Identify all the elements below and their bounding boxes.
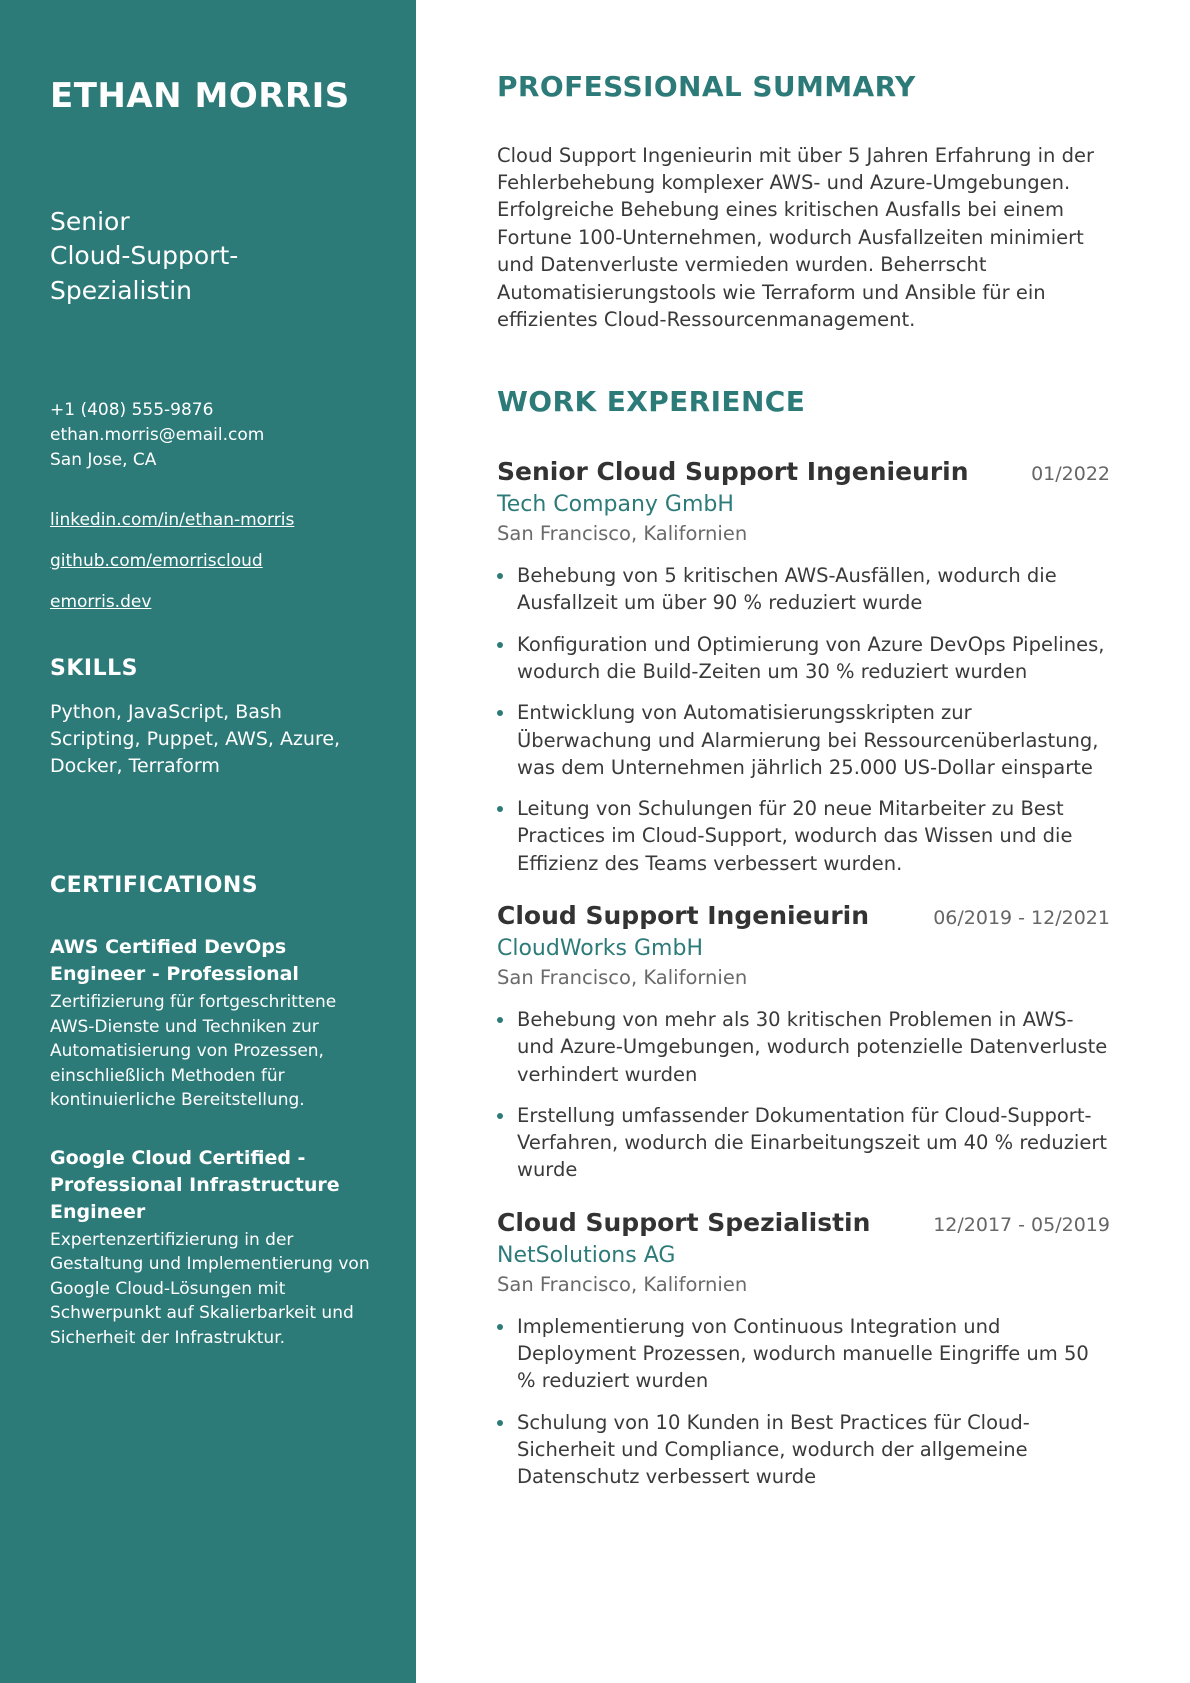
bullet-icon xyxy=(497,642,503,648)
sidebar xyxy=(0,0,416,1683)
job-location: San Francisco, Kalifornien xyxy=(497,522,748,546)
bullet-item xyxy=(497,1006,1110,1088)
certification-name: Google Cloud Certified - Professional Infrastructure Engineer xyxy=(50,1146,340,1223)
job-header xyxy=(497,457,1110,486)
job-company: NetSolutions AG xyxy=(497,1242,676,1268)
bullet-item xyxy=(497,795,1110,877)
bullet-text: Entwicklung von Automatisierungsskripten zur Überwachung und Alarmierung bei Ressourcenüberlastung, was dem Unternehmen jährlich 25.000 US-Dollar einsparte xyxy=(517,701,1099,779)
skills-heading: SKILLS xyxy=(50,656,138,682)
bullet-icon xyxy=(497,1324,503,1330)
certification-item xyxy=(50,934,376,1113)
bullet-text: Behebung von mehr als 30 kritischen Problemen in AWS- und Azure-Umgebungen, wodurch potenzielle Datenverluste verhindert wurden xyxy=(517,1008,1108,1086)
job-header xyxy=(497,1208,1110,1237)
bullet-item xyxy=(497,1102,1110,1184)
bullet-item xyxy=(497,562,1110,617)
location: San Jose, CA xyxy=(50,450,157,471)
job-entry xyxy=(497,901,1110,1184)
work-heading: WORK EXPERIENCE xyxy=(497,385,806,419)
job-bullets xyxy=(497,1313,1110,1491)
bullet-icon xyxy=(497,710,503,716)
certification-description: Expertenzertifizierung in der Gestaltung und Implementierung von Google Cloud-Lösungen mit Schwerpunkt auf Skalierbarkeit und Sicherheit der Infrastruktur. xyxy=(50,1229,370,1348)
bullet-text: Konfiguration und Optimierung von Azure DevOps Pipelines, wodurch die Build-Zeiten um 30 % reduziert wurden xyxy=(517,632,1105,683)
bullet-text: Schulung von 10 Kunden in Best Practices für Cloud-Sicherheit und Compliance, wodurch der allgemeine Datenschutz verbessert wurde xyxy=(517,1410,1030,1489)
bullet-item xyxy=(497,631,1110,686)
job-entry xyxy=(497,1208,1110,1491)
job-title: Cloud Support Ingenieurin xyxy=(497,901,870,930)
job-bullets xyxy=(497,1006,1110,1184)
title-line-2: Cloud-Support-Spezialistin xyxy=(50,241,239,305)
bullet-item xyxy=(497,1409,1110,1491)
bullet-icon xyxy=(497,806,503,812)
bullet-text: Implementierung von Continuous Integration und Deployment Prozessen, wodurch manuelle Eingriffe um 50 % reduziert wurden xyxy=(517,1314,1089,1393)
certifications-heading: CERTIFICATIONS xyxy=(50,873,259,899)
job-bullets xyxy=(497,562,1110,877)
github-link[interactable]: github.com/emorriscloud xyxy=(50,551,263,572)
bullet-text: Leitung von Schulungen für 20 neue Mitarbeiter zu Best Practices im Cloud-Support, wodurch das Wissen und die Effizienz des Teams verbessert wurden. xyxy=(517,797,1073,875)
website-link[interactable]: emorris.dev xyxy=(50,592,152,613)
job-company: Tech Company GmbH xyxy=(497,492,734,518)
bullet-text: Erstellung umfassender Dokumentation für Cloud-Support-Verfahren, wodurch die Einarbeitungszeit um 40 % reduziert wurde xyxy=(517,1103,1108,1182)
bullet-icon xyxy=(497,1017,503,1023)
candidate-title xyxy=(50,205,376,309)
phone: +1 (408) 555-9876 xyxy=(50,400,214,421)
job-location: San Francisco, Kalifornien xyxy=(497,1272,748,1296)
job-date: 06/2019 - 12/2021 xyxy=(933,907,1110,929)
job-company: CloudWorks GmbH xyxy=(497,936,703,961)
certification-description: Zertifizierung für fortgeschrittene AWS-Dienste und Techniken zur Automatisierung von Prozessen, einschließlich Methoden für kontinuierliche Bereitstellung. xyxy=(50,992,337,1111)
summary-heading: PROFESSIONAL SUMMARY xyxy=(497,70,916,103)
job-date: 12/2017 - 05/2019 xyxy=(933,1213,1110,1236)
bullet-item xyxy=(497,1313,1110,1395)
skills-list: Python, JavaScript, Bash Scripting, Puppet, AWS, Azure, Docker, Terraform xyxy=(50,701,341,778)
bullet-icon xyxy=(497,1113,503,1119)
linkedin-link[interactable]: linkedin.com/in/ethan-morris xyxy=(50,510,295,531)
profile-links xyxy=(50,509,376,613)
job-location: San Francisco, Kalifornien xyxy=(497,966,748,989)
main-content xyxy=(497,0,1110,1505)
bullet-text: Behebung von 5 kritischen AWS-Ausfällen, wodurch die Ausfallzeit um über 90 % reduziert wurde xyxy=(517,564,1057,615)
title-line-1: Senior xyxy=(50,206,130,236)
bullet-icon xyxy=(497,1420,503,1426)
certification-name: AWS Certified DevOps Engineer - Professional xyxy=(50,936,299,986)
job-entry xyxy=(497,457,1110,877)
contact-info xyxy=(50,398,376,473)
candidate-name: ETHAN MORRIS xyxy=(50,76,350,116)
bullet-icon xyxy=(497,573,503,579)
job-header xyxy=(497,901,1110,930)
bullet-item xyxy=(497,699,1110,781)
certification-item xyxy=(50,1145,376,1351)
email: ethan.morris@email.com xyxy=(50,425,265,446)
job-date: 01/2022 xyxy=(1031,463,1110,486)
summary-text: Cloud Support Ingenieurin mit über 5 Jahren Erfahrung in der Fehlerbehebung komplexer AWS- und Azure-Umgebungen. Erfolgreiche Behebung eines kritischen Ausfalls bei einem Fortune 100-Unternehmen, wodurch Ausfallzeiten minimiert und Datenverluste vermieden wurden. Beherrscht Automatisierungstools wie Terraform und Ansible für ein effizientes Cloud-Ressourcenmanagement. xyxy=(497,143,1094,332)
job-title: Senior Cloud Support Ingenieurin xyxy=(497,457,969,487)
job-title: Cloud Support Spezialistin xyxy=(497,1207,871,1237)
